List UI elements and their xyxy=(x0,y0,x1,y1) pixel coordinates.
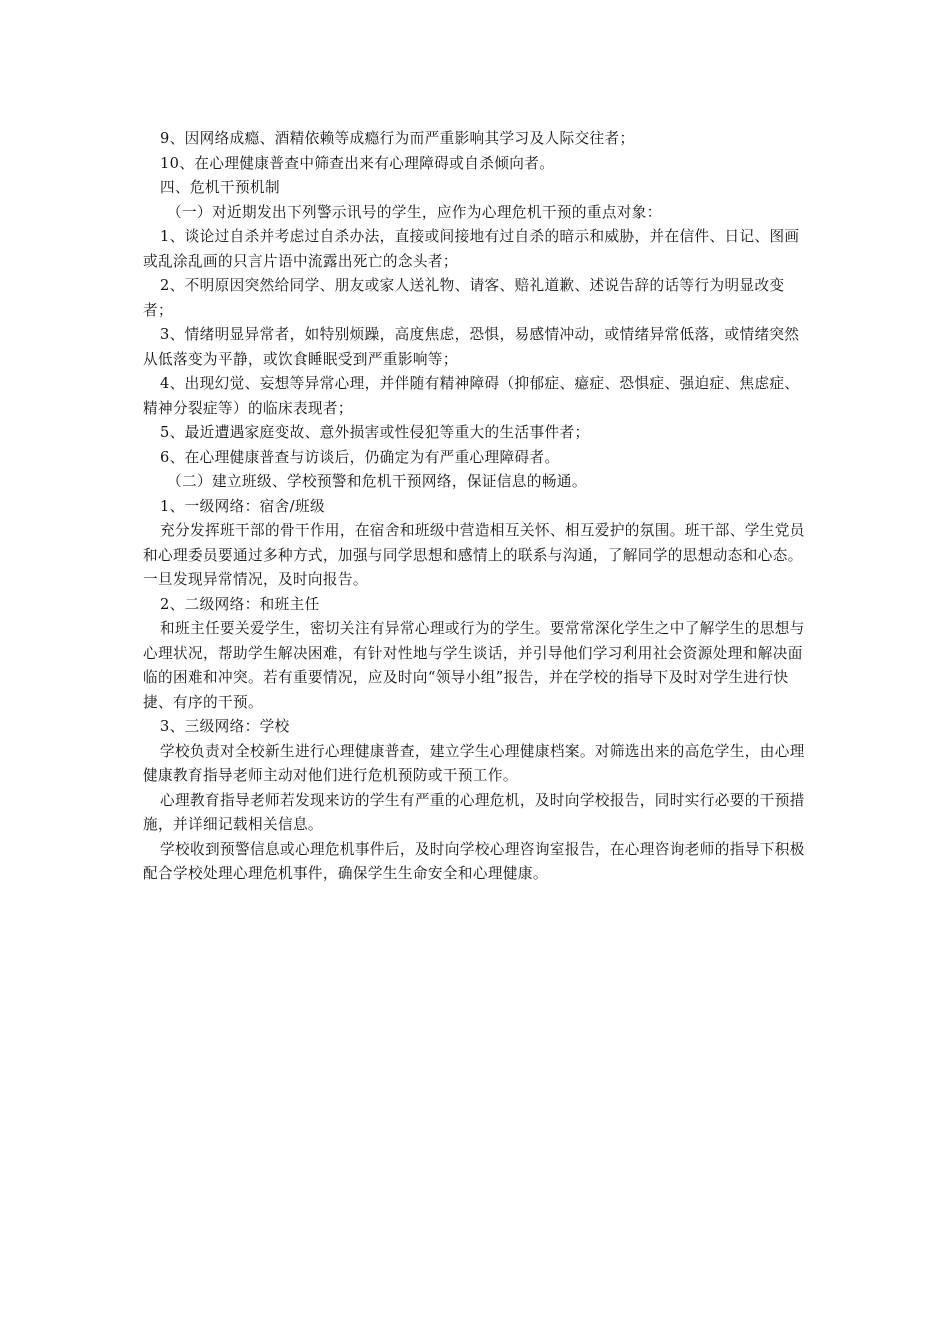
network-level-1-heading: 1、一级网络：宿舍/班级 xyxy=(160,497,325,515)
network-level-3-counselor: 心理教育指导老师若发现来访的学生有严重的心理危机，及时向学校报告，同时实行必要的干预措施，并详细记载相关信息。 xyxy=(143,791,805,833)
network-level-3-response: 学校收到预警信息或心理危机事件后，及时向学校心理咨询室报告，在心理咨询老师的指导下积极配合学校处理心理危机事件，确保学生生命安全和心理健康。 xyxy=(143,840,805,882)
paragraph-sign-3: 3、情绪明显异常者，如特别烦躁，高度焦虑，恐惧，易感情冲动，或情绪异常低落，或情绪突然从低落变为平静，或饮食睡眠受到严重影响等； xyxy=(143,326,800,368)
network-level-2-heading: 2、二级网络：和班主任 xyxy=(160,595,320,613)
paragraph-item-9: 9、因网络成瘾、酒精依赖等成瘾行为而严重影响其学习及人际交往者； xyxy=(160,130,635,147)
paragraph-sign-5: 5、最近遭遇家庭变故、意外损害或性侵犯等重大的生活事件者； xyxy=(160,424,590,441)
subsection-heading-warning-signs: （一）对近期发出下列警示讯号的学生，应作为心理危机干预的重点对象： xyxy=(167,203,662,221)
network-level-3-heading: 3、三级网络：学校 xyxy=(160,718,290,735)
paragraph-sign-6: 6、在心理健康普查与访谈后，仍确定为有严重心理障碍者。 xyxy=(160,448,560,466)
paragraph-sign-2: 2、不明原因突然给同学、朋友或家人送礼物、请客、赔礼道歉、述说告辞的话等行为明显改变者； xyxy=(143,277,785,319)
network-level-3-body: 学校负责对全校新生进行心理健康普查，建立学生心理健康档案。对筛选出来的高危学生，由心理健康教育指导老师主动对他们进行危机预防或干预工作。 xyxy=(143,742,805,784)
paragraph-sign-1: 1、谈论过自杀并考虑过自杀办法，直接或间接地有过自杀的暗示和威胁，并在信件、日记、图画或乱涂乱画的只言片语中流露出死亡的念头者； xyxy=(143,228,800,270)
paragraph-sign-4: 4、出现幻觉、妄想等异常心理，并伴随有精神障碍（抑郁症、癔症、恐惧症、强迫症、焦虑症、精神分裂症等）的临床表现者； xyxy=(143,375,800,417)
subsection-heading-network: （二）建立班级、学校预警和危机干预网络，保证信息的畅通。 xyxy=(167,473,587,490)
network-level-1-body: 充分发挥班干部的骨干作用，在宿舍和班级中营造相互关怀、相互爱护的氛围。班干部、学生党员和心理委员要通过多种方式，加强与同学思想和感情上的联系与沟通，了解同学的思想动态和心态。一旦发现异常情况，及时向报告。 xyxy=(143,522,805,588)
network-level-2-body: 和班主任要关爱学生，密切关注有异常心理或行为的学生。要常常深化学生之中了解学生的思想与心理状况，帮助学生解决困难，有针对性地与学生谈话，并引导他们学习利用社会资源处理和解决面临的困难和冲突。若有重要情况，应及时向“领导小组”报告，并在学校的指导下及时对学生进行快捷、有序的干预。 xyxy=(143,620,805,711)
paragraph-item-10: 10、在心理健康普查中筛查出来有心理障碍或自杀倾向者。 xyxy=(160,154,555,172)
section-heading-crisis-intervention: 四、危机干预机制 xyxy=(160,179,280,196)
document-body xyxy=(143,127,809,887)
